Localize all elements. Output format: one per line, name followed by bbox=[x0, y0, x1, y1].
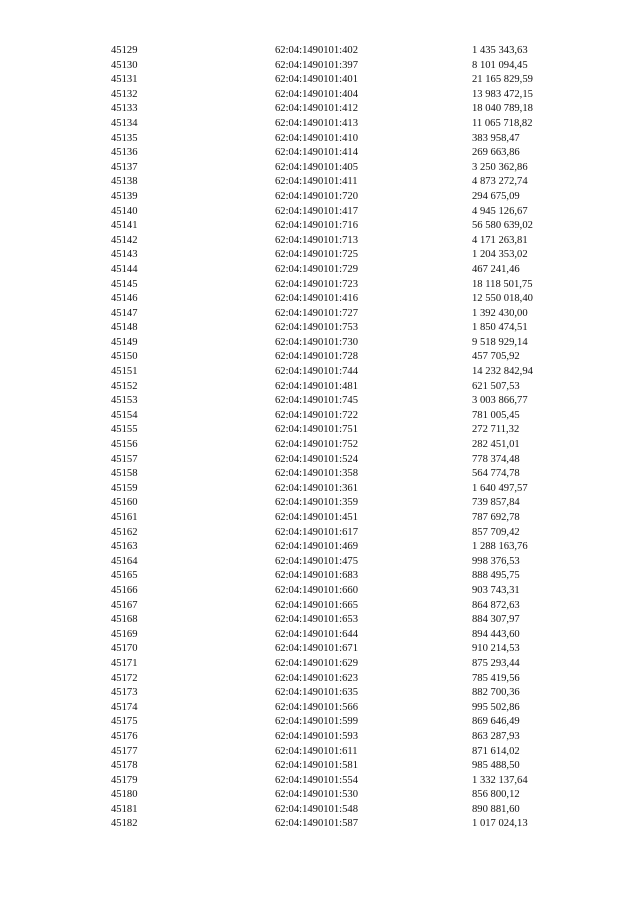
row-number: 45159 bbox=[111, 482, 138, 494]
cadastral-number: 62:04:1490101:358 bbox=[275, 468, 358, 480]
cadastral-number: 62:04:1490101:629 bbox=[275, 657, 358, 669]
cadastral-number: 62:04:1490101:671 bbox=[275, 643, 358, 655]
cadastral-value: 863 287,93 bbox=[472, 730, 520, 742]
cadastral-number: 62:04:1490101:451 bbox=[275, 512, 358, 523]
table-row bbox=[0, 146, 640, 161]
cadastral-value: 12 550 018,40 bbox=[472, 293, 533, 305]
table-row bbox=[0, 132, 640, 147]
cadastral-number: 62:04:1490101:417 bbox=[275, 205, 358, 217]
table-row bbox=[0, 715, 640, 730]
cadastral-value: 890 881,60 bbox=[472, 803, 520, 815]
cadastral-number: 62:04:1490101:413 bbox=[275, 117, 358, 129]
cadastral-value: 1 640 497,57 bbox=[472, 482, 528, 494]
row-number: 45135 bbox=[111, 132, 138, 144]
row-number: 45172 bbox=[111, 672, 138, 684]
table-row bbox=[0, 234, 640, 249]
cadastral-number: 62:04:1490101:530 bbox=[275, 789, 358, 801]
row-number: 45167 bbox=[111, 599, 138, 611]
cadastral-number: 62:04:1490101:411 bbox=[275, 176, 358, 188]
cadastral-value: 871 614,02 bbox=[472, 745, 520, 757]
cadastral-value: 1 332 137,64 bbox=[472, 774, 528, 786]
cadastral-number: 62:04:1490101:410 bbox=[275, 132, 358, 144]
cadastral-value: 4 873 272,74 bbox=[472, 176, 528, 188]
table-row bbox=[0, 453, 640, 468]
table-row bbox=[0, 409, 640, 424]
cadastral-number: 62:04:1490101:745 bbox=[275, 395, 358, 407]
row-number: 45162 bbox=[111, 526, 138, 538]
cadastral-value: 4 171 263,81 bbox=[472, 234, 528, 246]
row-number: 45168 bbox=[111, 614, 138, 626]
cadastral-value: 14 232 842,94 bbox=[472, 366, 533, 378]
row-number: 45148 bbox=[111, 322, 138, 334]
row-number: 45138 bbox=[111, 176, 138, 188]
cadastral-number: 62:04:1490101:554 bbox=[275, 774, 358, 786]
cadastral-number: 62:04:1490101:361 bbox=[275, 482, 358, 494]
table-row bbox=[0, 292, 640, 307]
cadastral-value: 787 692,78 bbox=[472, 512, 520, 523]
table-row bbox=[0, 642, 640, 657]
row-number: 45147 bbox=[111, 307, 138, 319]
cadastral-number: 62:04:1490101:716 bbox=[275, 220, 358, 232]
cadastral-value: 884 307,97 bbox=[472, 614, 520, 626]
cadastral-number: 62:04:1490101:729 bbox=[275, 263, 358, 275]
cadastral-value: 8 101 094,45 bbox=[472, 59, 528, 71]
cadastral-value: 998 376,53 bbox=[472, 555, 520, 567]
cadastral-number: 62:04:1490101:725 bbox=[275, 249, 358, 261]
table-row bbox=[0, 599, 640, 614]
row-number: 45177 bbox=[111, 745, 138, 757]
cadastral-value: 282 451,01 bbox=[472, 439, 520, 451]
row-number: 45165 bbox=[111, 570, 138, 582]
cadastral-number: 62:04:1490101:635 bbox=[275, 687, 358, 699]
cadastral-number: 62:04:1490101:414 bbox=[275, 147, 358, 159]
cadastral-value: 856 800,12 bbox=[472, 789, 520, 801]
cadastral-number: 62:04:1490101:660 bbox=[275, 584, 358, 596]
table-row bbox=[0, 730, 640, 745]
row-number: 45143 bbox=[111, 249, 138, 261]
row-number: 45156 bbox=[111, 439, 138, 451]
row-number: 45141 bbox=[111, 220, 138, 232]
table-row bbox=[0, 248, 640, 263]
row-number: 45146 bbox=[111, 293, 138, 305]
cadastral-value: 1 850 474,51 bbox=[472, 322, 528, 334]
cadastral-value: 457 705,92 bbox=[472, 351, 520, 363]
table-row bbox=[0, 190, 640, 205]
cadastral-value: 18 118 501,75 bbox=[472, 278, 533, 290]
cadastral-number: 62:04:1490101:744 bbox=[275, 366, 358, 378]
cadastral-value: 910 214,53 bbox=[472, 643, 520, 655]
table-row bbox=[0, 467, 640, 482]
cadastral-number: 62:04:1490101:402 bbox=[275, 45, 358, 56]
table-row bbox=[0, 496, 640, 511]
cadastral-value: 1 435 343,63 bbox=[472, 45, 528, 56]
table-row bbox=[0, 44, 640, 59]
table-row bbox=[0, 88, 640, 103]
row-number: 45150 bbox=[111, 351, 138, 363]
cadastral-value: 882 700,36 bbox=[472, 687, 520, 699]
row-number: 45145 bbox=[111, 278, 138, 290]
table-row bbox=[0, 219, 640, 234]
cadastral-value: 864 872,63 bbox=[472, 599, 520, 611]
row-number: 45132 bbox=[111, 88, 138, 100]
cadastral-number: 62:04:1490101:665 bbox=[275, 599, 358, 611]
row-number: 45161 bbox=[111, 512, 138, 523]
table-row bbox=[0, 774, 640, 789]
cadastral-number: 62:04:1490101:727 bbox=[275, 307, 358, 319]
cadastral-value: 1 017 024,13 bbox=[472, 818, 528, 830]
cadastral-number: 62:04:1490101:730 bbox=[275, 336, 358, 348]
row-number: 45179 bbox=[111, 774, 138, 786]
table-row bbox=[0, 540, 640, 555]
table-row bbox=[0, 817, 640, 832]
cadastral-value: 3 250 362,86 bbox=[472, 161, 528, 173]
cadastral-value: 272 711,32 bbox=[472, 424, 520, 436]
cadastral-number: 62:04:1490101:683 bbox=[275, 570, 358, 582]
cadastral-value: 1 392 430,00 bbox=[472, 307, 528, 319]
cadastral-value: 857 709,42 bbox=[472, 526, 520, 538]
cadastral-number: 62:04:1490101:599 bbox=[275, 716, 358, 728]
cadastral-value: 869 646,49 bbox=[472, 716, 520, 728]
table-row bbox=[0, 394, 640, 409]
row-number: 45175 bbox=[111, 716, 138, 728]
row-number: 45176 bbox=[111, 730, 138, 742]
row-number: 45133 bbox=[111, 103, 138, 115]
cadastral-number: 62:04:1490101:566 bbox=[275, 701, 358, 713]
row-number: 45158 bbox=[111, 468, 138, 480]
row-number: 45166 bbox=[111, 584, 138, 596]
cadastral-number: 62:04:1490101:593 bbox=[275, 730, 358, 742]
table-row bbox=[0, 336, 640, 351]
cadastral-number: 62:04:1490101:524 bbox=[275, 453, 358, 465]
table-row bbox=[0, 263, 640, 278]
cadastral-number: 62:04:1490101:405 bbox=[275, 161, 358, 173]
cadastral-number: 62:04:1490101:481 bbox=[275, 380, 358, 392]
row-number: 45160 bbox=[111, 497, 138, 509]
cadastral-value: 467 241,46 bbox=[472, 263, 520, 275]
row-number: 45140 bbox=[111, 205, 138, 217]
table-row bbox=[0, 278, 640, 293]
cadastral-value: 888 495,75 bbox=[472, 570, 520, 582]
table-row bbox=[0, 307, 640, 322]
cadastral-value: 781 005,45 bbox=[472, 409, 520, 421]
row-number: 45130 bbox=[111, 59, 138, 71]
cadastral-value: 21 165 829,59 bbox=[472, 74, 533, 86]
cadastral-value: 269 663,86 bbox=[472, 147, 520, 159]
cadastral-value: 995 502,86 bbox=[472, 701, 520, 713]
row-number: 45181 bbox=[111, 803, 138, 815]
table-row bbox=[0, 555, 640, 570]
row-number: 45170 bbox=[111, 643, 138, 655]
cadastral-number: 62:04:1490101:723 bbox=[275, 278, 358, 290]
table-row bbox=[0, 205, 640, 220]
cadastral-value: 1 204 353,02 bbox=[472, 249, 528, 261]
cadastral-value: 383 958,47 bbox=[472, 132, 520, 144]
cadastral-value: 985 488,50 bbox=[472, 760, 520, 772]
table-row bbox=[0, 321, 640, 336]
row-number: 45134 bbox=[111, 117, 138, 129]
cadastral-number: 62:04:1490101:611 bbox=[275, 745, 358, 757]
row-number: 45163 bbox=[111, 541, 138, 553]
cadastral-number: 62:04:1490101:548 bbox=[275, 803, 358, 815]
row-number: 45153 bbox=[111, 395, 138, 407]
row-number: 45139 bbox=[111, 190, 138, 202]
row-number: 45152 bbox=[111, 380, 138, 392]
cadastral-number: 62:04:1490101:581 bbox=[275, 760, 358, 772]
table-row bbox=[0, 569, 640, 584]
cadastral-value: 4 945 126,67 bbox=[472, 205, 528, 217]
cadastral-number: 62:04:1490101:753 bbox=[275, 322, 358, 334]
table-row bbox=[0, 102, 640, 117]
row-number: 45131 bbox=[111, 74, 138, 86]
row-number: 45182 bbox=[111, 818, 138, 830]
row-number: 45154 bbox=[111, 409, 138, 421]
row-number: 45129 bbox=[111, 45, 138, 56]
cadastral-value: 18 040 789,18 bbox=[472, 103, 533, 115]
cadastral-value: 13 983 472,15 bbox=[472, 88, 533, 100]
row-number: 45164 bbox=[111, 555, 138, 567]
table-row bbox=[0, 759, 640, 774]
row-number: 45149 bbox=[111, 336, 138, 348]
row-number: 45151 bbox=[111, 366, 138, 378]
cadastral-value: 56 580 639,02 bbox=[472, 220, 533, 232]
cadastral-number: 62:04:1490101:397 bbox=[275, 59, 358, 71]
cadastral-number: 62:04:1490101:475 bbox=[275, 555, 358, 567]
table-row bbox=[0, 657, 640, 672]
cadastral-number: 62:04:1490101:728 bbox=[275, 351, 358, 363]
table-row bbox=[0, 803, 640, 818]
table-row bbox=[0, 686, 640, 701]
table-row bbox=[0, 423, 640, 438]
table-row bbox=[0, 73, 640, 88]
cadastral-number: 62:04:1490101:401 bbox=[275, 74, 358, 86]
table-row bbox=[0, 613, 640, 628]
row-number: 45142 bbox=[111, 234, 138, 246]
table-row bbox=[0, 672, 640, 687]
cadastral-number: 62:04:1490101:412 bbox=[275, 103, 358, 115]
cadastral-number: 62:04:1490101:752 bbox=[275, 439, 358, 451]
cadastral-number: 62:04:1490101:416 bbox=[275, 293, 358, 305]
row-number: 45178 bbox=[111, 760, 138, 772]
cadastral-value: 739 857,84 bbox=[472, 497, 520, 509]
table-row bbox=[0, 526, 640, 541]
row-number: 45174 bbox=[111, 701, 138, 713]
cadastral-value: 785 419,56 bbox=[472, 672, 520, 684]
row-number: 45137 bbox=[111, 161, 138, 173]
cadastral-number: 62:04:1490101:722 bbox=[275, 409, 358, 421]
row-number: 45136 bbox=[111, 147, 138, 159]
table-row bbox=[0, 788, 640, 803]
row-number: 45171 bbox=[111, 657, 138, 669]
table-row bbox=[0, 117, 640, 132]
cadastral-value: 875 293,44 bbox=[472, 657, 520, 669]
row-number: 45155 bbox=[111, 424, 138, 436]
cadastral-number: 62:04:1490101:404 bbox=[275, 88, 358, 100]
cadastral-number: 62:04:1490101:587 bbox=[275, 818, 358, 830]
cadastral-number: 62:04:1490101:644 bbox=[275, 628, 358, 640]
table-row bbox=[0, 584, 640, 599]
cadastral-number: 62:04:1490101:617 bbox=[275, 526, 358, 538]
table-row bbox=[0, 365, 640, 380]
table-row bbox=[0, 161, 640, 176]
cadastral-number: 62:04:1490101:720 bbox=[275, 190, 358, 202]
cadastral-number: 62:04:1490101:623 bbox=[275, 672, 358, 684]
cadastral-value: 11 065 718,82 bbox=[472, 117, 533, 129]
row-number: 45169 bbox=[111, 628, 138, 640]
table-row bbox=[0, 380, 640, 395]
cadastral-value-table bbox=[0, 44, 640, 832]
cadastral-number: 62:04:1490101:469 bbox=[275, 541, 358, 553]
row-number: 45173 bbox=[111, 687, 138, 699]
cadastral-value: 564 774,78 bbox=[472, 468, 520, 480]
table-row bbox=[0, 482, 640, 497]
cadastral-value: 621 507,53 bbox=[472, 380, 520, 392]
table-row bbox=[0, 745, 640, 760]
table-row bbox=[0, 438, 640, 453]
table-row bbox=[0, 628, 640, 643]
cadastral-value: 894 443,60 bbox=[472, 628, 520, 640]
cadastral-value: 903 743,31 bbox=[472, 584, 520, 596]
table-row bbox=[0, 59, 640, 74]
table-row bbox=[0, 350, 640, 365]
cadastral-value: 9 518 929,14 bbox=[472, 336, 528, 348]
table-row bbox=[0, 511, 640, 526]
cadastral-number: 62:04:1490101:653 bbox=[275, 614, 358, 626]
cadastral-number: 62:04:1490101:713 bbox=[275, 234, 358, 246]
cadastral-value: 1 288 163,76 bbox=[472, 541, 528, 553]
row-number: 45157 bbox=[111, 453, 138, 465]
row-number: 45144 bbox=[111, 263, 138, 275]
cadastral-value: 294 675,09 bbox=[472, 190, 520, 202]
cadastral-number: 62:04:1490101:751 bbox=[275, 424, 358, 436]
cadastral-value: 3 003 866,77 bbox=[472, 395, 528, 407]
table-row bbox=[0, 175, 640, 190]
cadastral-value: 778 374,48 bbox=[472, 453, 520, 465]
table-row bbox=[0, 701, 640, 716]
row-number: 45180 bbox=[111, 789, 138, 801]
cadastral-number: 62:04:1490101:359 bbox=[275, 497, 358, 509]
